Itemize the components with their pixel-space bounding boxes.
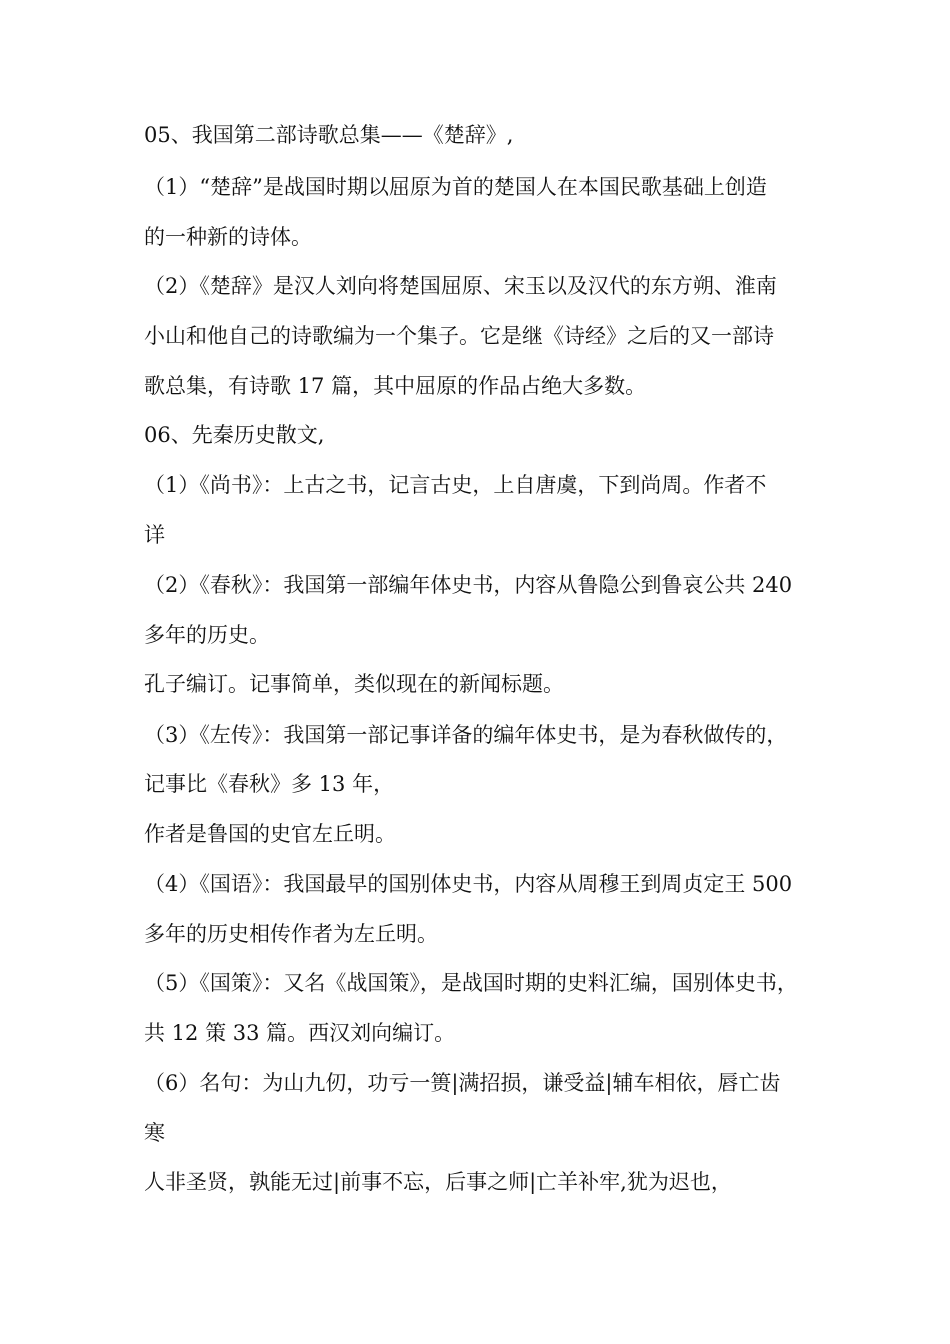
- text-line: 05、我国第二部诗歌总集——《楚辞》,: [144, 123, 514, 147]
- text-line: （2）《楚辞》是汉人刘向将楚国屈原、宋玉以及汉代的东方朔、淮南: [144, 274, 777, 298]
- text-line: （2）《春秋》：我国第一部编年体史书，内容从鲁隐公到鲁哀公共 240: [144, 573, 793, 597]
- text-line: 小山和他自己的诗歌编为一个集子。它是继《诗经》之后的又一部诗: [144, 324, 774, 348]
- text-line: 的一种新的诗体。: [144, 225, 312, 249]
- text-line: （1）《尚书》：上古之书，记言古史，上自唐虞，下到尚周。作者不: [144, 473, 767, 497]
- text-line: 孔子编订。记事简单，类似现在的新闻标题。: [144, 672, 564, 696]
- text-line: （5）《国策》：又名《战国策》，是战国时期的史料汇编，国别体史书，: [144, 971, 798, 995]
- text-line: 人非圣贤，孰能无过|前事不忘，后事之师|亡羊补牢,犹为迟也，: [144, 1170, 732, 1194]
- text-line: （4）《国语》：我国最早的国别体史书，内容从周穆王到周贞定王 500: [144, 872, 793, 896]
- text-line: 记事比《春秋》多 13 年，: [144, 772, 395, 796]
- text-line: 歌总集，有诗歌 17 篇，其中屈原的作品占绝大多数。: [144, 374, 647, 398]
- text-line: （1）“楚辞”是战国时期以屈原为首的楚国人在本国民歌基础上创造: [144, 175, 767, 199]
- text-line: （3）《左传》：我国第一部记事详备的编年体史书，是为春秋做传的，: [144, 723, 788, 747]
- text-line: 多年的历史相传作者为左丘明。: [144, 922, 438, 946]
- text-line: 多年的历史。: [144, 623, 270, 647]
- text-line: 寒: [144, 1121, 165, 1145]
- text-line: 作者是鲁国的史官左丘明。: [144, 822, 396, 846]
- text-line: 06、先秦历史散文,: [144, 423, 325, 447]
- text-line: 共 12 策 33 篇。西汉刘向编订。: [144, 1021, 456, 1045]
- text-line: （6）名句：为山九仞，功亏一篑|满招损，谦受益|辅车相依，唇亡齿: [144, 1071, 781, 1095]
- text-line: 详: [144, 523, 165, 547]
